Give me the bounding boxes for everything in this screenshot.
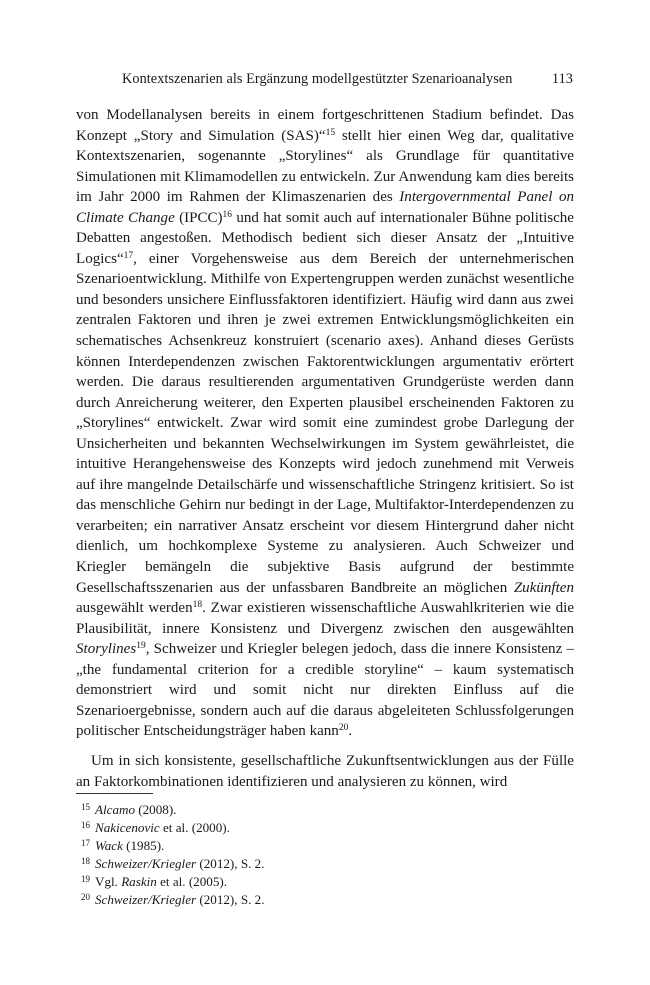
footnote-number: 15 (81, 802, 90, 812)
footnote-citation: et al. (2000). (159, 819, 230, 835)
footnote-number: 20 (81, 891, 90, 902)
footnote-ref-17[interactable]: 17 (123, 250, 134, 261)
footnote-ref-16[interactable]: 16 (222, 209, 233, 220)
footnote-author: Wack (95, 837, 123, 853)
footnote-number: 16 (81, 819, 90, 830)
footnote-citation: et al. (2005). (156, 873, 228, 889)
text-run: ausgewählt werden (76, 600, 193, 617)
footnote-citation: (1985). (122, 837, 165, 853)
text-run: von Modellanalysen bereits in einem fortgeschrittenen Stadium befindet. Das Konzept „Story and Simulation (SAS)“ (76, 107, 574, 144)
footnote-18 (81, 855, 265, 873)
page-number: 113 (551, 71, 573, 87)
footnote-divider (76, 793, 153, 794)
footnote-ref-19[interactable]: 19 (136, 641, 146, 652)
footnote-ref-20[interactable]: 20 (338, 723, 349, 734)
footnote-citation: (2012), S. 2. (196, 855, 265, 871)
text-run: . (348, 723, 353, 740)
footnote-author: Schweizer/Kriegler (95, 891, 197, 907)
footnote-author: Schweizer/Kriegler (95, 855, 197, 871)
running-header (76, 70, 574, 88)
footnote-17 (81, 837, 265, 855)
text-run: . Zwar existieren wissenschaftliche Auswahlkriterien wie die Plausibilität, innere Konsistenz und Divergenz zwischen den ausgewählten (76, 600, 575, 637)
footnote-citation: (2008). (135, 802, 177, 817)
text-run: , Schweizer und Kriegler belegen jedoch, dass die innere Konsistenz – „the fundamental criterion for a credible storyline“ – kaum systematisch demonstriert wird und somit nicht nur direkten Einfluss auf die Szenarioergebnisse, sondern auch auf die daraus abgeleiteten Schlussfolgerungen politischer Entscheidungsträger haben kann (76, 641, 574, 740)
ipcc-full-name: Intergovernmental Panel on Climate Change (76, 189, 574, 226)
footnote-citation: (2012), S. 2. (196, 891, 265, 907)
running-title: Kontextszenarien als Ergänzung modellgestützter Szenarioanalysen (122, 71, 513, 87)
footnote-20 (81, 891, 265, 909)
text-run: (IPCC) (174, 209, 223, 226)
footnote-number: 18 (81, 855, 90, 866)
text-run: stellt hier einen Weg dar, qualitative Kontextszenarien, sogenannte „Storylines“ als Grundlage für quantitative Simulationen mit Klimamodellen zu entwickeln. Zur Anwendung kam dies bereits im Jahr 2000 im Rahmen der Klimaszenarien des (76, 127, 574, 206)
footnote-ref-18[interactable]: 18 (192, 600, 203, 611)
book-page (76, 70, 575, 907)
emphasis-storylines: Storylines (76, 641, 137, 658)
footnote-author: Raskin (121, 873, 157, 889)
footnote-15 (81, 801, 265, 819)
footnote-author: Nakicenovic (95, 819, 160, 835)
footnote-number: 17 (81, 837, 90, 848)
emphasis-zukuenften: Zukünften (513, 579, 574, 596)
footnote-19 (81, 873, 265, 891)
text-run: , einer Vorgehensweise aus dem Bereich der unternehmerischen Szenarioentwicklung. Mithilfe von Expertengruppen werden zunächst wesentliche und besonders unsichere Einflussfaktoren identifiziert. Häufig wird dann aus zwei zentralen Faktoren und ihren je zwei extremen Entwicklungsmöglichkeiten ein schematisches Achsenkreuz konstruiert (scenario axes). Anhand dieses Gerüsts können Interdependenzen zwischen Faktorentwicklungen argumentativ erörtert werden. Die daraus resultierenden argumentativen Grundgerüste werden dann durch Anreicherung weiterer, den Experten plausibel erscheinenden Faktoren zu „Storylines“ entwickelt. Zwar wird somit eine zumindest grobe Darlegung der Unsicherheiten und bekannten Wechselwirkungen im System gewährleistet, die intuitive Herangehensweise des Konzepts wird jedoch zunehmend mit Verweis auf ihre mangelnde Detailschärfe und wissenschaftliche Stringenz kritisiert. So ist das menschliche Gehirn nur bedingt in der Lage, Multifaktor-Interdependenzen zu verarbeiten; ein narrativer Ansatz erscheint vor diesem Hintergrund daher nicht dienlich, um hochkomplexe Systeme zu analysieren. Auch Schweizer und Kriegler bemängeln die subjektive Basis aufgrund der bestimmte Gesellschaftsszenarien aus der unfassbaren Bandbreite an möglichen (76, 250, 574, 596)
footnote-author: Alcamo (95, 802, 135, 817)
text-run: und hat somit auch auf internationaler Bühne politische Debatten angestoßen. Methodisch bedient sich dieser Ansatz der „Intuitive Logics“ (76, 209, 574, 267)
footnote-number: 19 (81, 873, 90, 884)
footnote-prefix: Vgl. (95, 873, 122, 889)
paragraph (76, 105, 574, 742)
footnote-16 (81, 819, 265, 837)
footnote-ref-15[interactable]: 15 (325, 127, 336, 138)
paragraph: Um in sich konsistente, gesellschaftliche Zukunftsentwicklungen aus der Fülle an Faktorkombinationen identifizieren und analysieren zu können, wird (76, 752, 574, 790)
footnotes (81, 801, 265, 908)
body-text (76, 105, 574, 792)
